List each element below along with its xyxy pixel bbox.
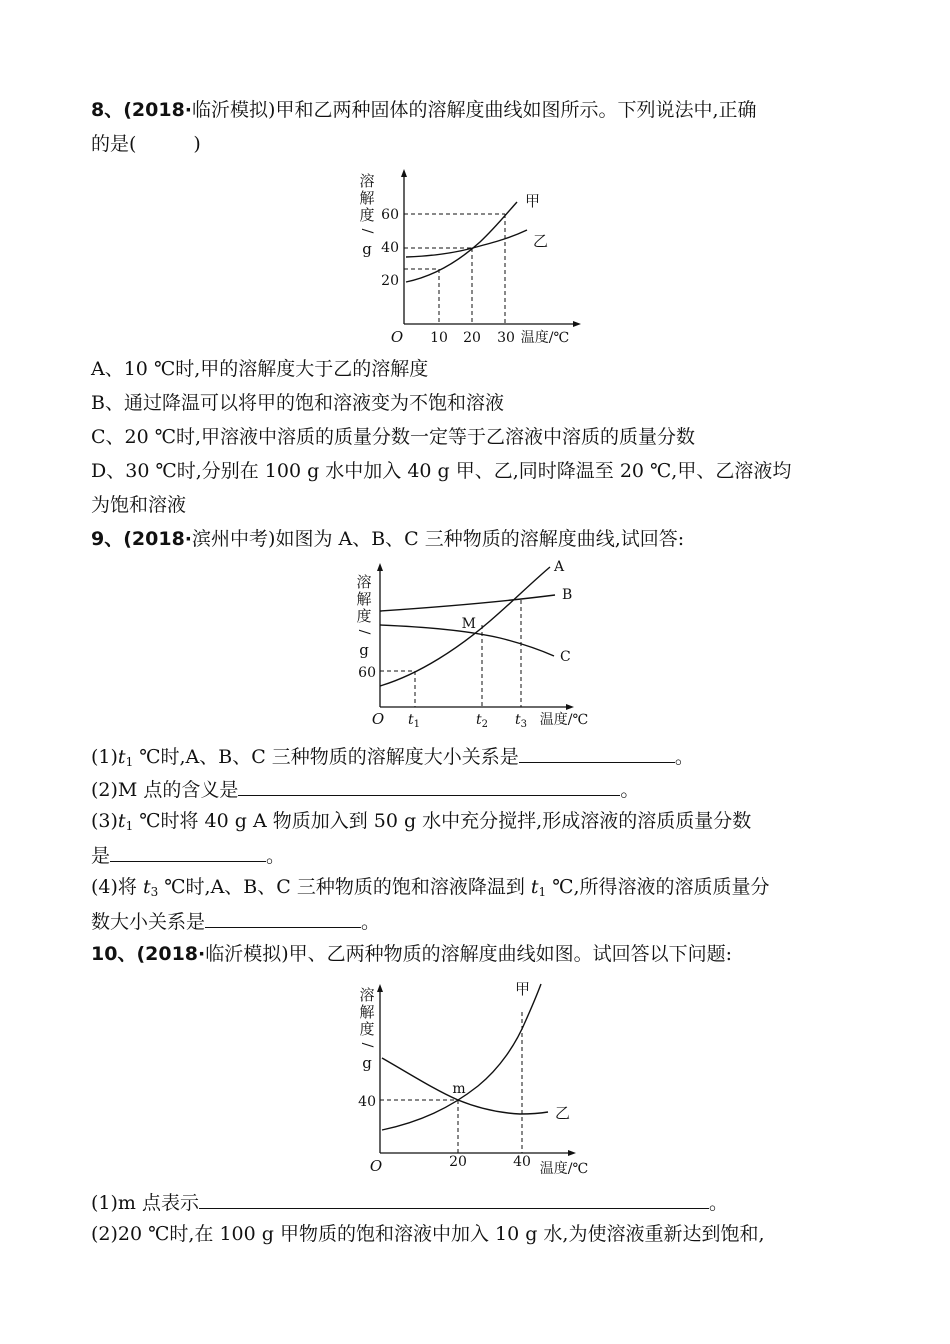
q10-curve-jia	[382, 984, 541, 1130]
q10-ylabel-char: 解	[359, 1003, 375, 1021]
q9-label-c: C	[560, 649, 571, 665]
q9-number: 9、	[91, 528, 124, 550]
q8-option-d-line1: D、30 ℃时,分别在 100 g 水中加入 40 g 甲、乙,同时降温至 20 ℃,甲、乙溶液均	[91, 460, 792, 482]
q9-p3-t: t	[117, 810, 126, 832]
q10-xtick-label: 20	[449, 1154, 467, 1170]
q9-y-arrow	[377, 563, 383, 571]
q9-p4-text2: ℃,所得溶液的溶质质量分	[546, 876, 770, 898]
q10-number: 10、	[91, 943, 137, 965]
q9-origin: O	[371, 710, 385, 728]
q10-ylabel-char: g	[362, 1054, 372, 1072]
q9-p3-text: ℃时将 40 g A 物质加入到 50 g 水中充分搅拌,形成溶液的溶质质量分数	[133, 810, 752, 832]
q8-label-yi: 乙	[533, 232, 549, 250]
q9-point-m: M	[461, 616, 476, 632]
q10-ytick-label: 40	[358, 1094, 376, 1110]
q10-xlabel: 温度/℃	[539, 1161, 589, 1177]
q8-option-b: B、通过降温可以将甲的饱和溶液变为不饱和溶液	[91, 392, 504, 414]
q9-ylabel-char: 解	[356, 590, 372, 608]
q9-xlabel: 温度/℃	[539, 712, 589, 728]
q10-ylabel-char: /	[359, 1042, 375, 1048]
q9-p1-text: ℃时,A、B、C 三种物质的溶解度大小关系是	[133, 746, 519, 768]
q9-p2-answer-blank[interactable]	[238, 775, 620, 796]
q9-source-rest: 滨州中考)	[192, 528, 276, 550]
q8-xtick-label: 30	[497, 330, 515, 346]
q8-label-jia: 甲	[525, 192, 541, 210]
q9-part4-line2	[91, 907, 890, 935]
q9-part3-line2	[91, 841, 890, 869]
q10-p1-answer-blank[interactable]	[199, 1188, 709, 1209]
q9-p4-prefix: (4)将	[91, 876, 143, 898]
q8-stem-line1	[91, 97, 890, 123]
q9-p3-answer-blank[interactable]	[110, 841, 266, 862]
q9-p3-end: 。	[266, 845, 286, 867]
q9-p4-end: 。	[361, 911, 381, 933]
q10-p1-text: (1)m 点表示	[91, 1192, 199, 1214]
q8-ylabel-char: 溶	[359, 172, 375, 190]
q9-p4-t1: t	[530, 876, 539, 898]
q8-ytick-label: 40	[381, 240, 399, 256]
q9-p4-sub3: 3	[150, 885, 159, 899]
q10-source-rest: 临沂模拟)	[205, 943, 289, 965]
q10-origin: O	[369, 1157, 383, 1175]
q10-graph	[350, 980, 610, 1180]
q9-xtick-t3: $t_3$	[514, 712, 528, 730]
q9-xtick-t2: $t_2$	[475, 712, 489, 730]
q8-option-c: C、20 ℃时,甲溶液中溶质的质量分数一定等于乙溶液中溶质的质量分数	[91, 426, 696, 448]
q9-p1-answer-blank[interactable]	[519, 742, 675, 763]
q10-label-yi: 乙	[555, 1104, 571, 1122]
q10-source: (2018·	[136, 943, 206, 965]
q8-ylabel-char: 度	[359, 206, 375, 224]
q10-y-arrow	[377, 984, 383, 992]
q9-p1-sub: 1	[125, 755, 134, 769]
q9-part4-line1	[91, 874, 890, 905]
q9-p3-sub: 1	[125, 819, 134, 833]
q9-p4-text3: 数大小关系是	[91, 911, 206, 933]
q9-part2	[91, 775, 890, 803]
q9-xtick-t1: $t_1$	[407, 712, 421, 730]
q9-part3-line1	[91, 808, 890, 839]
q10-xtick-label: 40	[513, 1154, 531, 1170]
q9-ylabel-char: 溶	[356, 573, 372, 591]
q8-number: 8、	[91, 99, 124, 121]
q9-ylabel-char: g	[359, 641, 369, 659]
q10-stem	[91, 941, 890, 967]
q9-ylabel-char: 度	[356, 607, 372, 625]
q10-label-jia: 甲	[515, 980, 531, 998]
q9-graph	[350, 559, 610, 731]
q8-ylabel-char: g	[362, 240, 372, 258]
q8-y-arrow	[401, 169, 407, 177]
q9-curve-b	[380, 595, 555, 611]
q8-ylabel-char: 解	[359, 189, 375, 207]
q9-p3-prefix: (3)	[91, 810, 118, 832]
q8-x-arrow	[573, 321, 581, 327]
q8-stem-text: 甲和乙两种固体的溶解度曲线如图所示。下列说法中,正确	[275, 99, 757, 121]
q8-graph	[355, 168, 595, 350]
q8-source: 2018·	[131, 99, 193, 121]
q9-p4-t3: t	[142, 876, 151, 898]
q9-source: (2018·	[123, 528, 193, 550]
q9-x-arrow	[566, 704, 574, 710]
q8-option-a: A、10 ℃时,甲的溶解度大于乙的溶解度	[91, 358, 429, 380]
q9-label-b: B	[562, 587, 573, 603]
q10-ylabel-char: 度	[359, 1020, 375, 1038]
q10-part1	[91, 1188, 890, 1216]
q9-p4-text: ℃时,A、B、C 三种物质的饱和溶液降温到	[158, 876, 531, 898]
q9-ylabel-char: /	[356, 629, 372, 635]
q8-xtick-label: 20	[463, 330, 481, 346]
q9-stem-text: 如图为 A、B、C 三种物质的溶解度曲线,试回答:	[275, 528, 685, 550]
q10-x-arrow	[568, 1150, 576, 1156]
q9-p1-prefix: (1)	[91, 746, 118, 768]
q9-p1-t: t	[117, 746, 126, 768]
q10-point-m: m	[452, 1081, 466, 1097]
q10-part2: (2)20 ℃时,在 100 g 甲物质的饱和溶液中加入 10 g 水,为使溶液重新达到饱和,	[91, 1223, 765, 1245]
q10-ylabel-char: 溶	[359, 986, 375, 1004]
q9-p2-end: 。	[620, 779, 640, 801]
q10-stem-text: 甲、乙两种物质的溶解度曲线如图。试回答以下问题:	[288, 943, 733, 965]
q9-label-a: A	[554, 559, 565, 575]
q10-p1-end: 。	[708, 1192, 728, 1214]
q8-origin: O	[390, 328, 404, 346]
q9-stem	[91, 526, 890, 552]
q9-ytick-label: 60	[358, 665, 376, 681]
q8-option-d-line2: 为饱和溶液	[91, 494, 187, 516]
q8-xtick-label: 10	[430, 330, 448, 346]
q9-p4-sub1: 1	[538, 885, 547, 899]
q9-p3-text2: 是	[91, 845, 111, 867]
q8-xlabel: 温度/℃	[520, 330, 570, 346]
q9-p2-text: (2)M 点的含义是	[91, 779, 239, 801]
q8-source-rest: 临沂模拟)	[192, 99, 276, 121]
q8-ytick-label: 60	[381, 207, 399, 223]
q9-p1-end: 。	[674, 746, 694, 768]
q8-ylabel-char: /	[359, 228, 375, 234]
q8-source-open: (	[123, 99, 132, 121]
q9-p4-answer-blank[interactable]	[205, 907, 361, 928]
q8-ytick-label: 20	[381, 273, 399, 289]
q9-part1	[91, 742, 890, 775]
q8-stem-line2: 的是( )	[91, 133, 201, 155]
